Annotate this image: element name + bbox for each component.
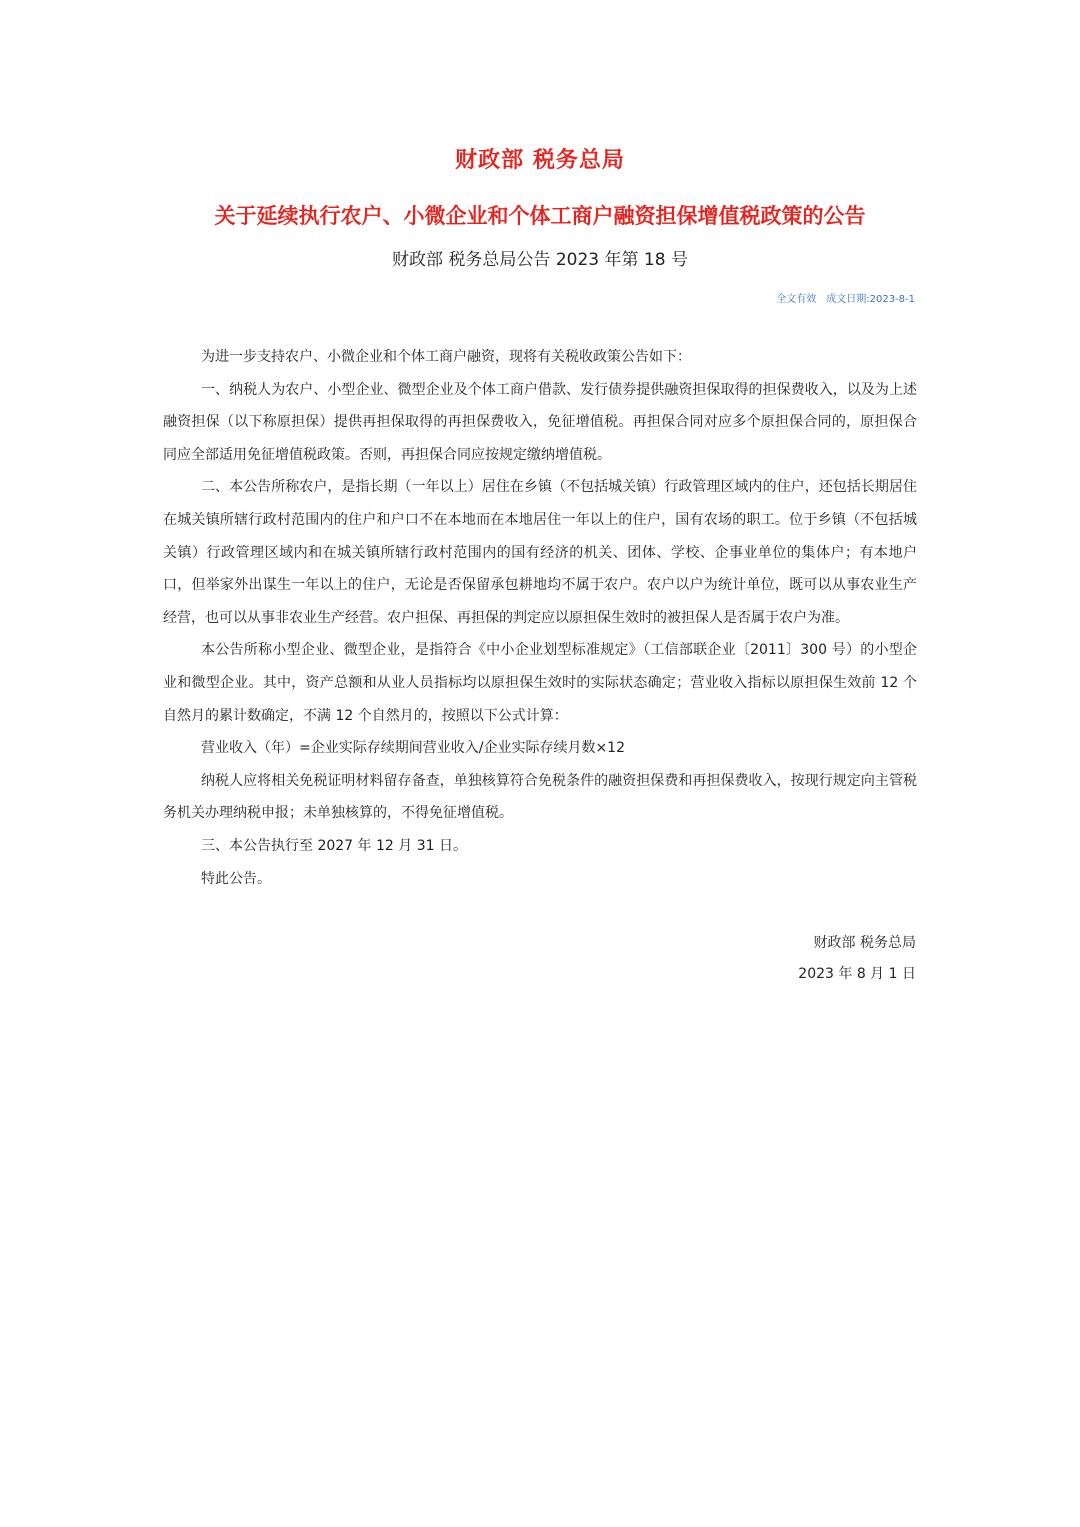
paragraph-article-2: 二、本公告所称农户，是指长期（一年以上）居住在乡镇（不包括城关镇）行政管理区域内的住户，还包括长期居住在城关镇所辖行政村范围内的住户和户口不在本地而在本地居住一年以上的住户，国有农场的职工。位于乡镇（不包括城关镇）行政管理区域内和在城关镇所辖行政村范围内的国有经济的机关、团体、学校、企事业单位的集体户；有本地户口，但举家外出谋生一年以上的住户，无论是否保留承包耕地均不属于农户。农户以户为统计单位，既可以从事农业生产经营，也可以从事非农业生产经营。农户担保、再担保的判定应以原担保生效时的被担保人是否属于农户为准。 [163,479,917,626]
signature-issuer: 财政部 税务总局 [813,935,916,951]
document-date-label: 成文日期:2023-8-1 [826,294,915,305]
paragraph-small-enterprise-definition: 本公告所称小型企业、微型企业，是指符合《中小企业划型标准规定》（工信部联企业〔2011〕300 号）的小型企业和微型企业。其中，资产总额和从业人员指标均以原担保生效时的实际状态确定；营业收入指标以原担保生效前 12 个自然月的累计数确定，不满 12 个自然月的，按照以下公式计算： [163,642,917,724]
paragraph-closing: 特此公告。 [201,870,271,887]
paragraph-article-3: 三、本公告执行至 2027 年 12 月 31 日。 [201,837,467,854]
validity-status: 全文有效 [776,294,817,305]
paragraph-article-1: 一、纳税人为农户、小型企业、微型企业及个体工商户借款、发行债券提供融资担保取得的担保费收入，以及为上述融资担保（以下称原担保）提供再担保取得的再担保费收入，免征增值税。再担保合同对应多个原担保合同的，原担保合同应全部适用免征增值税政策。否则，再担保合同应按规定缴纳增值税。 [163,381,917,463]
signature-block [798,928,916,990]
issuer-heading: 财政部 税务总局 [455,148,625,173]
signature-date: 2023 年 8 月 1 日 [798,966,916,982]
status-line [776,290,915,305]
announcement-body [163,341,917,895]
document-title: 关于延续执行农户、小微企业和个体工商户融资担保增值税政策的公告 [214,204,866,228]
paragraph-intro: 为进一步支持农户、小微企业和个体工商户融资，现将有关税收政策公告如下： [201,349,691,365]
document-number: 财政部 税务总局公告 2023 年第 18 号 [392,250,688,270]
paragraph-records-requirement: 纳税人应将相关免税证明材料留存备查，单独核算符合免税条件的融资担保费和再担保费收入，按现行规定向主管税务机关办理纳税申报；未单独核算的，不得免征增值税。 [163,772,917,822]
paragraph-revenue-formula: 营业收入（年）=企业实际存续期间营业收入/企业实际存续月数×12 [201,740,625,757]
